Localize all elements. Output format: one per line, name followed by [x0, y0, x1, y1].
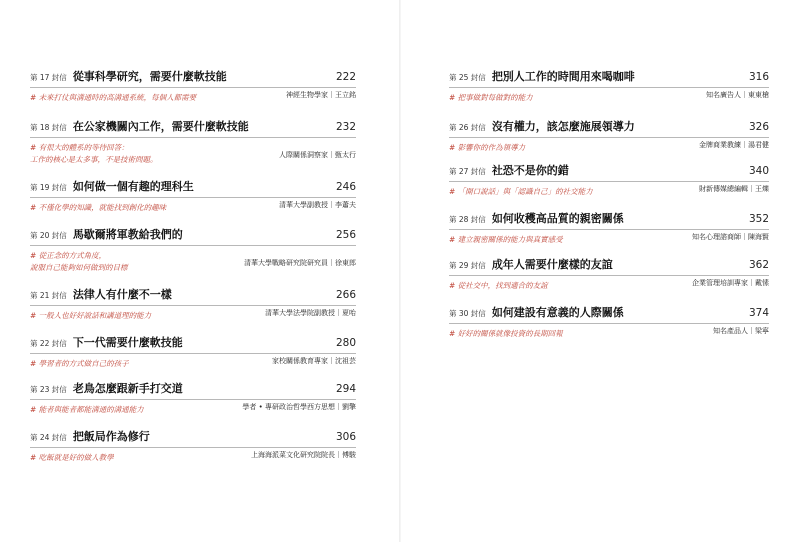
toc-entry[interactable] — [30, 68, 356, 104]
author-credit: 上海海派菜文化研究院院長｜傅駿 — [251, 451, 356, 459]
entry-heading — [449, 256, 769, 276]
toc-entry[interactable] — [30, 286, 356, 322]
page-number: 246 — [335, 181, 356, 193]
author-credit: 知名心理諮商師｜陳海賢 — [692, 233, 769, 241]
toc-entry[interactable] — [449, 210, 769, 246]
entry-heading — [30, 428, 356, 448]
author-credit: 知名廣告人｜東東槍 — [706, 91, 769, 99]
letter-number: 第 23 封信 — [30, 385, 67, 394]
note-line: # 一般人也好好說話和講道理的能力 — [30, 311, 152, 320]
entry-heading — [449, 118, 769, 138]
page-number: 362 — [748, 259, 769, 271]
author-credit: 企業管理培訓專家｜戴愫 — [692, 279, 769, 287]
book-spine — [399, 0, 401, 542]
letter-number: 第 18 封信 — [30, 123, 67, 132]
note-line: # 有很大的體系的等待回答： — [30, 143, 129, 152]
page-number: 374 — [748, 307, 769, 319]
note-line: # 未來打仗與溝通時的高溝通系統，每個人都需要 — [30, 93, 197, 102]
letter-number: 第 20 封信 — [30, 231, 67, 240]
chapter-title[interactable]: 把飯局作為修行 — [72, 430, 150, 443]
page-number: 316 — [748, 71, 769, 83]
note-line: # 「開口說話」與「認識自己」的社交能力 — [449, 187, 593, 196]
entry-heading — [449, 68, 769, 88]
note-line: # 能者與能者都能溝通的溝通能力 — [30, 405, 144, 414]
note-line: # 從正念的方式角度， — [30, 251, 107, 260]
author-credit: 清華大學戰略研究院研究員｜徐東郎 — [244, 259, 356, 267]
author-credit: 清華大學副教授｜李蕭夫 — [279, 201, 356, 209]
page-number: 352 — [748, 213, 769, 225]
page-number: 294 — [335, 383, 356, 395]
letter-number: 第 26 封信 — [449, 123, 486, 132]
letter-number: 第 29 封信 — [449, 261, 486, 270]
entry-heading — [30, 334, 356, 354]
author-credit: 知名產品人｜梁寧 — [713, 327, 769, 335]
letter-number: 第 27 封信 — [449, 167, 486, 176]
author-credit: 清華大學法學院副教授｜夏咍 — [265, 309, 356, 317]
chapter-title[interactable]: 在公家機關內工作，需要什麼軟技能 — [72, 120, 249, 133]
entry-heading — [449, 162, 769, 182]
letter-number: 第 24 封信 — [30, 433, 67, 442]
note-line: # 不僅化學的知識，就能找到創化的趣味 — [30, 203, 167, 212]
entry-heading — [30, 118, 356, 138]
toc-entry[interactable] — [30, 334, 356, 370]
note-line: # 吃飯就是好的做人教學 — [30, 453, 114, 462]
letter-number: 第 17 封信 — [30, 73, 67, 82]
toc-entry[interactable] — [30, 380, 356, 416]
chapter-title[interactable]: 馬歇爾將軍教給我們的 — [72, 228, 183, 241]
chapter-title[interactable]: 老鳥怎麼跟新手打交道 — [72, 382, 183, 395]
page-number: 266 — [335, 289, 356, 301]
page-number: 306 — [335, 431, 356, 443]
letter-number: 第 25 封信 — [449, 73, 486, 82]
author-credit: 學者 • 專研政治哲學西方思想｜劉擎 — [242, 403, 356, 411]
page-number: 256 — [335, 229, 356, 241]
chapter-title[interactable]: 沒有權力，該怎麼施展領導力 — [491, 120, 635, 133]
toc-entry[interactable] — [30, 226, 356, 274]
toc-entry[interactable] — [449, 118, 769, 154]
chapter-title[interactable]: 法律人有什麼不一樣 — [72, 288, 172, 301]
page-number: 326 — [748, 121, 769, 133]
page-number: 340 — [748, 165, 769, 177]
toc-entry[interactable] — [449, 256, 769, 292]
toc-entry[interactable] — [449, 162, 769, 198]
letter-number: 第 28 封信 — [449, 215, 486, 224]
toc-entry[interactable] — [30, 178, 356, 214]
note-line: # 從社交中，找到適合的友誼 — [449, 281, 548, 290]
page-number: 232 — [335, 121, 356, 133]
author-credit: 神經生物學家｜王立銘 — [286, 91, 356, 99]
entry-heading — [30, 178, 356, 198]
author-credit: 金牌商業教練｜湯君健 — [699, 141, 769, 149]
chapter-title[interactable]: 從事科學研究，需要什麼軟技能 — [72, 70, 227, 83]
entry-heading — [30, 380, 356, 400]
note-line: # 把事做對每做對的能力 — [449, 93, 533, 102]
note-line: 說服自己能夠如何做到的目標 — [30, 263, 128, 272]
note-line: 工作的核心是太多事，不是技術問題。 — [30, 155, 158, 164]
entry-heading — [449, 304, 769, 324]
author-credit: 財新傳媒總編輯｜王爍 — [699, 185, 769, 193]
author-credit: 家校關係教育專家｜沈祖芸 — [272, 357, 356, 365]
note-line: # 影響你的作為領導力 — [449, 143, 526, 152]
note-line: # 學習者的方式做自己的孩子 — [30, 359, 129, 368]
author-credit: 人際關係洞察家｜甄太行 — [279, 151, 356, 159]
entry-heading — [30, 286, 356, 306]
entry-heading — [449, 210, 769, 230]
chapter-title[interactable]: 社恐不是你的錯 — [491, 164, 569, 177]
entry-heading — [30, 68, 356, 88]
note-line: # 好好的關係就像投資的長期回報 — [449, 329, 563, 338]
toc-entry[interactable] — [449, 304, 769, 340]
letter-number: 第 21 封信 — [30, 291, 67, 300]
letter-number: 第 30 封信 — [449, 309, 486, 318]
letter-number: 第 22 封信 — [30, 339, 67, 348]
chapter-title[interactable]: 如何建設有意義的人際關係 — [491, 306, 624, 319]
letter-number: 第 19 封信 — [30, 183, 67, 192]
page-number: 280 — [335, 337, 356, 349]
page-number: 222 — [335, 71, 356, 83]
toc-entry[interactable] — [30, 428, 356, 464]
note-line: # 建立親密關係的能力與真實感受 — [449, 235, 563, 244]
chapter-title[interactable]: 下一代需要什麼軟技能 — [72, 336, 183, 349]
entry-heading — [30, 226, 356, 246]
toc-entry[interactable] — [30, 118, 356, 166]
toc-entry[interactable] — [449, 68, 769, 104]
chapter-title[interactable]: 如何收穫高品質的親密關係 — [491, 212, 624, 225]
chapter-title[interactable]: 如何做一個有趣的理科生 — [72, 180, 194, 193]
chapter-title[interactable]: 成年人需要什麼樣的友誼 — [491, 258, 613, 271]
chapter-title[interactable]: 把別人工作的時間用來喝咖啡 — [491, 70, 635, 83]
